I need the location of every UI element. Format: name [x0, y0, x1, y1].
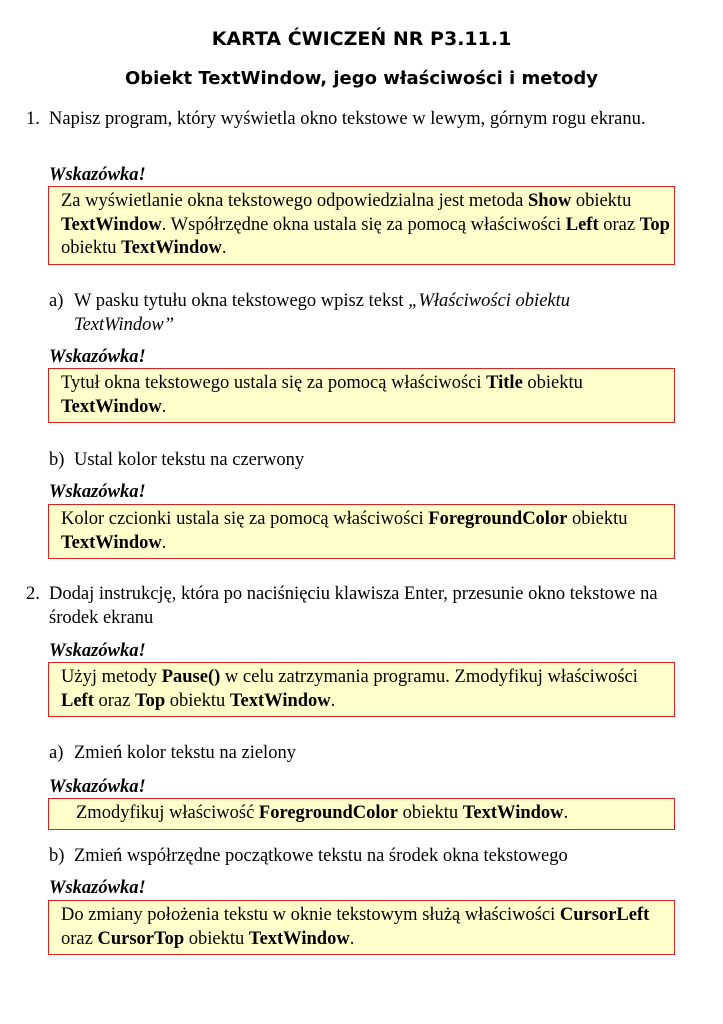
subtask-2b-text: Zmień współrzędne początkowe tekstu na środek okna tekstowego	[74, 846, 568, 866]
hint-label: Wskazówka!	[49, 165, 146, 185]
keyword-cursorleft: CursorLeft	[559, 905, 650, 925]
keyword-left: Left	[61, 690, 94, 711]
keyword-textwindow: TextWindow	[462, 803, 564, 823]
keyword-title: Title	[486, 373, 523, 393]
keyword-cursortop: CursorTop	[97, 928, 185, 949]
task-2-number: 2.	[26, 584, 40, 604]
hint-label: Wskazówka!	[49, 347, 146, 367]
keyword-pause: Pause()	[161, 667, 221, 687]
keyword-textwindow: TextWindow	[61, 396, 162, 417]
hint-box-task-1b: Kolor czcionki ustala się za pomocą właściwości ForegroundColor obiektu TextWindow.	[48, 504, 675, 559]
keyword-textwindow: TextWindow	[61, 532, 162, 553]
keyword-top: Top	[134, 690, 166, 711]
subtask-1b-letter: b)	[49, 450, 65, 470]
subtask-2b-letter: b)	[49, 846, 65, 866]
task-1-text: Napisz program, który wyświetla okno tekstowe w lewym, górnym rogu ekranu.	[49, 109, 646, 129]
keyword-textwindow: TextWindow	[61, 214, 162, 235]
keyword-foregroundcolor: ForegroundColor	[428, 509, 568, 529]
subtask-1a-letter: a)	[49, 291, 64, 311]
subtask-2a-letter: a)	[49, 743, 64, 763]
keyword-top: Top	[639, 214, 670, 235]
subtask-1b-text: Ustal kolor tekstu na czerwony	[74, 450, 305, 470]
task-1-number: 1.	[26, 109, 40, 129]
subtask-1a-quoted-title: „Właściwości obiektu TextWindow”	[74, 291, 571, 335]
hint-label: Wskazówka!	[49, 482, 146, 502]
subtask-1a-text: W pasku tytułu okna tekstowego wpisz tekst „Właściwości obiektu TextWindow”	[74, 291, 571, 335]
subtask-2a-text: Zmień kolor tekstu na zielony	[74, 743, 296, 763]
page-title: KARTA ĆWICZEŃ NR P3.11.1	[211, 28, 512, 50]
hint-box-task-2: Użyj metody Pause() w celu zatrzymania programu. Zmodyfikuj właściwości Left oraz Top obiektu TextWindow.	[48, 662, 675, 717]
keyword-foregroundcolor: ForegroundColor	[258, 803, 399, 823]
keyword-left: Left	[565, 214, 599, 235]
hint-label: Wskazówka!	[49, 878, 146, 898]
hint-label: Wskazówka!	[49, 777, 146, 797]
hint-box-task-2a: Zmodyfikuj właściwość ForegroundColor obiektu TextWindow.	[48, 798, 675, 830]
keyword-show: Show	[528, 191, 572, 211]
hint-box-task-1a: Tytuł okna tekstowego ustala się za pomocą właściwości Title obiektu TextWindow.	[48, 368, 675, 423]
hint-box-task-2b: Do zmiany położenia tekstu w oknie tekstowym służą właściwości CursorLeft oraz CursorTop obiektu TextWindow.	[48, 900, 675, 955]
hint-label: Wskazówka!	[49, 641, 146, 661]
page-subtitle: Obiekt TextWindow, jego właściwości i metody	[124, 68, 599, 89]
hint-box-task-1: Za wyświetlanie okna tekstowego odpowiedzialna jest metoda Show obiektu TextWindow. Współrzędne okna ustala się za pomocą właściwości Left oraz Top obiektu TextWindow.	[48, 186, 675, 265]
keyword-textwindow: TextWindow	[229, 690, 331, 711]
keyword-textwindow: TextWindow	[248, 928, 350, 949]
task-2-text: Dodaj instrukcję, która po naciśnięciu klawisza Enter, przesunie okno tekstowe na środek ekranu	[49, 584, 658, 628]
keyword-textwindow: TextWindow	[121, 238, 222, 258]
